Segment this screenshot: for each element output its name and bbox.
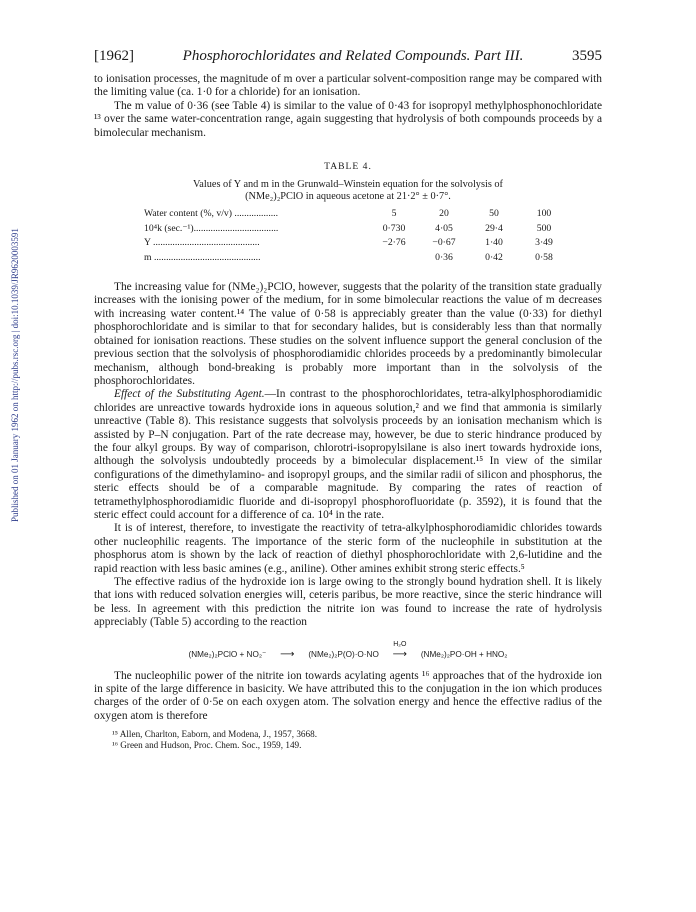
footnote-15: ¹⁵ Allen, Charlton, Eaborn, and Modena, J., 1957, 3668. bbox=[112, 729, 317, 740]
section-heading: Effect of the Substituting Agent. bbox=[114, 388, 265, 401]
table-row bbox=[144, 222, 569, 236]
table-cell: 0·730 bbox=[382, 222, 406, 234]
row-label: m ............................................ bbox=[144, 251, 261, 263]
reaction-equation bbox=[94, 640, 602, 662]
table-cell: 0·36 bbox=[435, 251, 453, 263]
table-cell: 0·42 bbox=[485, 251, 503, 263]
table-cell: 100 bbox=[536, 208, 552, 220]
paragraph-5: It is of interest, therefore, to investigate the reactivity of tetra-alkylphosphorodiamidic chlorides towards other nucleophilic reagents. The importance of the steric form of the nucleophile in substitution at the phosphorus atom is shown by the lack of reaction of diethyl phosphorochloridate with 2,6-lutidine and the rapid reaction with less basic amines (e.g., aniline). Other amines exhibit strong steric effects.⁵ bbox=[94, 522, 602, 575]
header-year: [1962] bbox=[94, 48, 134, 64]
paragraph-6: The effective radius of the hydroxide ion is large owing to the strongly bound hydration shell. It is likely that ions with reduced solvation energies will, ceteris paribus, be more reactive, since the steric hindrance will be less. In agreement with this prediction the nitrite ion was found to increase the rate of hydrolysis appreciably (Table 5) according to the reaction bbox=[94, 576, 602, 629]
table-cell: 50 bbox=[489, 208, 499, 220]
table-description-line-1: Values of Y and m in the Grunwald–Winstein equation for the solvolysis of bbox=[193, 179, 503, 191]
table-cell: −0·67 bbox=[432, 237, 456, 249]
publication-side-note: Published on 01 January 1962 on http://pubs.rsc.org | doi:10.1039/JR9620003591 bbox=[10, 228, 20, 522]
header-title: Phosphorochloridates and Related Compounds. Part III. bbox=[182, 48, 524, 64]
paragraph-1: to ionisation processes, the magnitude of m over a particular solvent-composition range may be compared with the limiting value (ca. 1·0 for a chloride) for an ionisation. bbox=[94, 73, 602, 99]
paragraph-2: The m value of 0·36 (see Table 4) is similar to the value of 0·43 for isopropyl methylphosphonochloridate ¹³ over the same water-concentration range, again suggesting that hydrolysis of both compounds proceeds by a bimolecular mechanism. bbox=[94, 99, 602, 139]
table-caption: TABLE 4. bbox=[324, 161, 372, 173]
reaction-arrow-icon: ⟶ bbox=[280, 649, 295, 661]
row-label: 10⁴k (sec.⁻¹)................................... bbox=[144, 222, 279, 234]
header-page-number: 3595 bbox=[571, 48, 602, 64]
table-cell: 500 bbox=[536, 222, 552, 234]
table-cell: 1·40 bbox=[485, 237, 503, 249]
table-cell: 29·4 bbox=[485, 222, 503, 234]
paragraph-7: The nucleophilic power of the nitrite ion towards acylating agents ¹⁶ approaches that of the hydroxide ion in spite of the large difference in basicity. We have attributed this to the conjugation in the ion which produces charges of the order of 0·5e on each oxygen atom. The solvation energy and hence the effective radius of the oxygen atom is therefore bbox=[94, 669, 602, 722]
paragraph-4 bbox=[94, 388, 602, 522]
arrow-label: H₂O bbox=[393, 641, 407, 649]
table-cell: 20 bbox=[439, 208, 449, 220]
table-row bbox=[144, 251, 569, 265]
paragraph-3: The increasing value for (NMe₂)₂PClO, however, suggests that the polarity of the transition state gradually increases with the ionising power of the medium, for in some bimolecular reactions the value of m decreases with increasing water content.¹⁴ The value of 0·58 is appreciably greater than the value (0·33) for diethyl phosphorochloridate and is similar to that for secondary halides, but is considerably less than that normally obtained for ionisation reactions. These studies on the solvent influence support the general conclusion of the previous section that the solvolysis of phosphorodiamidic chlorides proceeds by a predominantly bimolecular mechanism, although bond-breaking is probably more important than in the solvolysis of the phosphorochloridates. bbox=[94, 281, 602, 387]
equation-products: (NMe₂)₂PO·OH + HNO₂ bbox=[420, 650, 508, 660]
reaction-arrow-icon: H₂O ⟶ bbox=[379, 648, 421, 661]
running-header bbox=[94, 48, 602, 65]
data-table bbox=[144, 207, 569, 265]
table-cell bbox=[369, 251, 419, 265]
table-description bbox=[94, 179, 602, 203]
table-cell: 5 bbox=[391, 208, 397, 220]
footnote-16: ¹⁶ Green and Hudson, Proc. Chem. Soc., 1959, 149. bbox=[112, 740, 302, 751]
row-label: Water content (%, v/v) .................. bbox=[144, 208, 279, 220]
row-label: Y ............................................ bbox=[144, 237, 260, 249]
page-body bbox=[94, 73, 602, 751]
table-cell: 0·58 bbox=[535, 251, 553, 263]
table-cell: 3·49 bbox=[535, 237, 553, 249]
table-cell: −2·76 bbox=[382, 237, 406, 249]
equation-intermediate: (NMe₂)₂P(O)·O·NO bbox=[308, 650, 379, 660]
table-description-line-2: (NMe₂)₂PClO in aqueous acetone at 21·2° ± 0·7°. bbox=[245, 191, 451, 203]
table-row bbox=[144, 236, 569, 250]
table-cell: 4·05 bbox=[435, 222, 453, 234]
paragraph-4-text: —In contrast to the phosphorochloridates, tetra-alkylphosphorodiamidic chlorides are unreactive towards hydroxide ions in aqueous solution,² and we find that ammonia is similarly unreactive (Table 8). This resistance suggests that solvolysis proceeds by an ionisation mechanism which is assisted by P–N conjugation. Part of the rate decrease may, however, be due to steric hindrance produced by the four alkyl groups. By way of comparison, chlorotri-isopropylsilane is also inert towards hydroxide ions, although the solvolysis undoubtedly proceeds by a bimolecular displacement.¹⁵ In view of the similar configurations of the dimethylamino- and isopropyl groups, and the similar radii of silicon and phosphorus, the steric effects should be of a comparable magnitude. By comparing the rates of reaction of tetramethylphosphorodiamidic fluoride and di-isopropyl phosphorofluoridate (p. 3592), it is found that the steric effect could account for a difference of ca. 10⁴ in the rate. bbox=[94, 388, 602, 521]
footnotes bbox=[94, 729, 602, 751]
equation-reactants: (NMe₂)₂PClO + NO₂⁻ bbox=[188, 650, 267, 660]
table-row bbox=[144, 207, 569, 221]
